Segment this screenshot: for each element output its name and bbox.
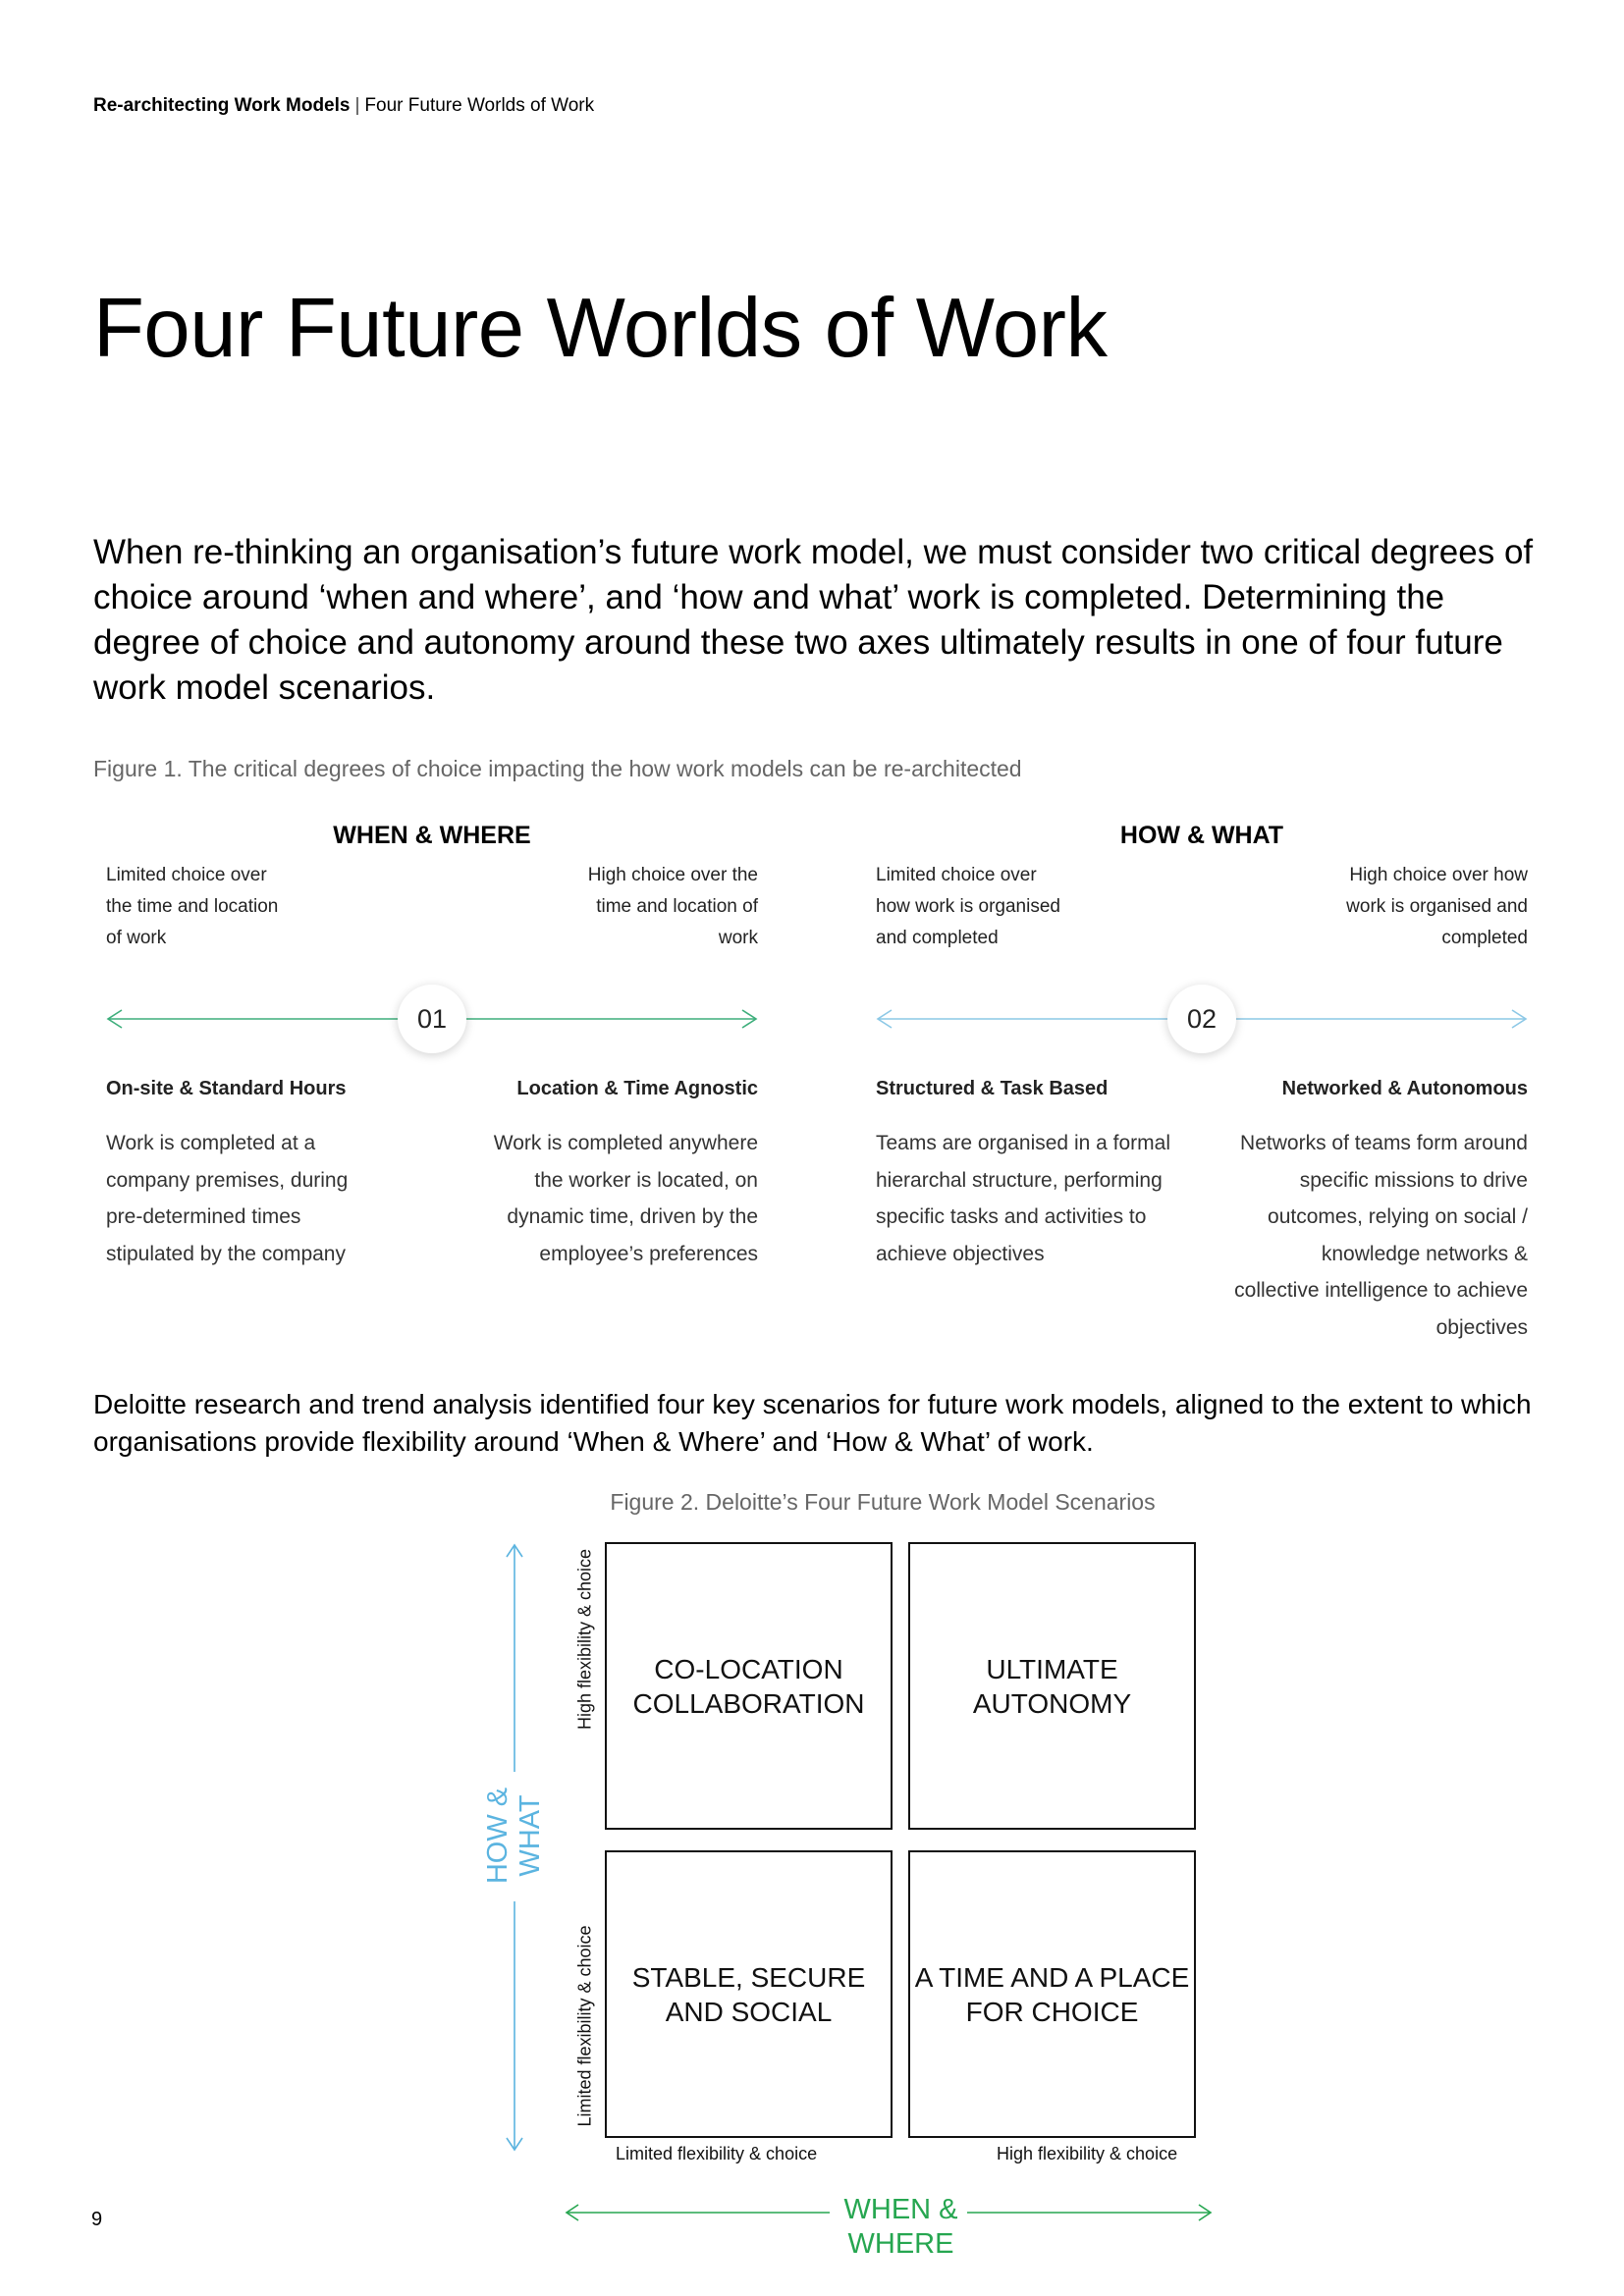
- axis2-number-badge: 02: [1167, 985, 1236, 1053]
- figure2-caption: Figure 2. Deloitte’s Four Future Work Model Scenarios: [610, 1489, 1156, 1515]
- report-title: Re-architecting Work Models: [93, 95, 351, 116]
- axis2-right-title: Networked & Autonomous: [1281, 1078, 1528, 1099]
- axis2-left-body: Teams are organised in a formal hierarchal structure, performing specific tasks and activities to achieve objectives: [876, 1132, 1170, 1265]
- axis1-right-title: Location & Time Agnostic: [516, 1078, 758, 1099]
- x-high-label: High flexibility & choice: [997, 2144, 1178, 2163]
- axis2-heading: HOW & WHAT: [1119, 822, 1284, 849]
- quadrant-top-right: ULTIMATE AUTONOMY: [908, 1542, 1196, 1830]
- axis1-left-title: On-site & Standard Hours: [106, 1078, 347, 1099]
- axis2-right-note: High choice over how work is organised and completed: [1346, 865, 1528, 948]
- axis2-left-note: Limited choice over how work is organised and completed: [876, 865, 1060, 948]
- axis1-left-note: Limited choice over the time and location of work: [106, 865, 279, 948]
- y-axis-label: HOW & WHAT: [482, 1787, 546, 1885]
- quadrant-bottom-right: A TIME AND A PLACE FOR CHOICE: [908, 1850, 1196, 2138]
- page-title: Four Future Worlds of Work: [93, 282, 1108, 375]
- deloitte-paragraph: Deloitte research and trend analysis identified four key scenarios for future work models, aligned to the extent to which organisations provide flexibility around ‘When & Where’ and ‘How & What’ of work.: [93, 1389, 1532, 1457]
- axis1-left-body: Work is completed at a company premises, during pre-determined times stipulated by the company: [106, 1132, 349, 1265]
- axis2-right-body: Networks of teams form around specific missions to drive outcomes, relying on social / knowledge networks & collective intelligence to achieve objectives: [1234, 1132, 1528, 1339]
- x-low-label: Limited flexibility & choice: [616, 2144, 818, 2163]
- axis1-heading: WHEN & WHERE: [333, 822, 531, 849]
- x-axis-label: WHEN & WHERE: [843, 2194, 958, 2260]
- header-separator: |: [354, 95, 360, 116]
- quadrant-bottom-left: STABLE, SECURE AND SOCIAL: [605, 1850, 893, 2138]
- figure1-caption: Figure 1. The critical degrees of choice impacting the how work models can be re-architected: [93, 756, 1022, 781]
- y-low-label: Limited flexibility & choice: [574, 1925, 595, 2127]
- y-high-label: High flexibility & choice: [574, 1548, 595, 1731]
- axis1-right-note: High choice over the time and location of work: [587, 865, 758, 948]
- axis1-number-badge: 01: [398, 985, 466, 1053]
- axis2-left-title: Structured & Task Based: [876, 1078, 1109, 1099]
- header-section: Four Future Worlds of Work: [364, 95, 595, 116]
- page-number: 9: [91, 2209, 103, 2230]
- intro-paragraph: When re-thinking an organisation’s future work model, we must consider two critical degrees of choice around ‘when and where’, and ‘how and what’ work is completed. Determining the degree of choice and autonomy around these two axes ultimately results in one of four future work model scenarios.: [93, 533, 1534, 707]
- quadrant-top-left: CO-LOCATION COLLABORATION: [605, 1542, 893, 1830]
- axis1-right-body: Work is completed anywhere the worker is located, on dynamic time, driven by the employee’s preferences: [493, 1132, 758, 1265]
- running-header: [93, 95, 594, 117]
